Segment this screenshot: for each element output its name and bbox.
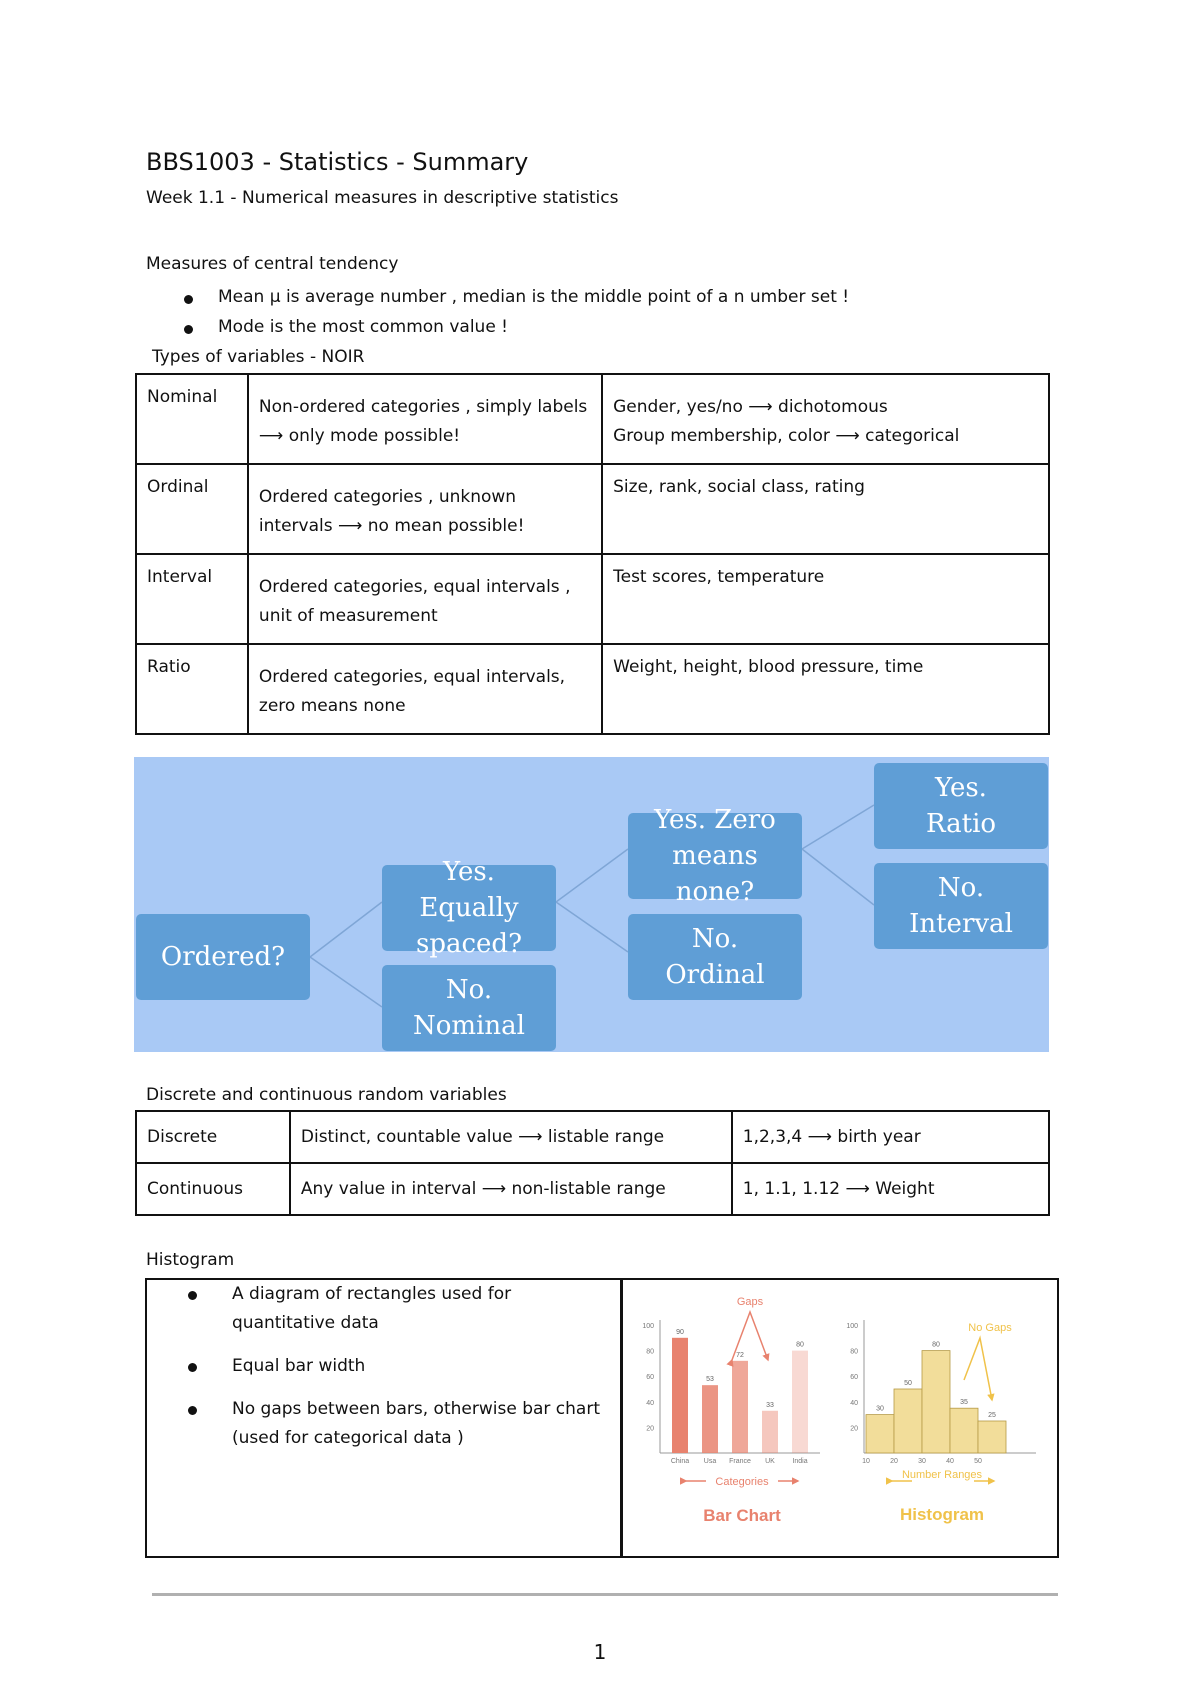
bullet-icon: [188, 1291, 197, 1300]
histogram-bar: [922, 1351, 950, 1453]
histogram-bar: [978, 1421, 1006, 1453]
bar-chart-bar: [732, 1361, 748, 1453]
hist-value-label: 50: [904, 1380, 912, 1387]
node-equally-spaced: Yes. Equally spaced?: [382, 865, 556, 951]
variable-examples: Test scores, temperature: [602, 554, 1049, 644]
variable-name: Nominal: [136, 374, 248, 464]
page-number: 1: [593, 1640, 607, 1664]
variable-description: Ordered categories , unknown intervals ⟶ no mean possible!: [248, 464, 602, 554]
list-item: A diagram of rectangles used for quantitative data: [160, 1280, 600, 1338]
categories-label: Categories: [715, 1476, 769, 1488]
histogram-bar: [950, 1408, 978, 1453]
bullet-icon: [184, 325, 193, 334]
table-row: [136, 554, 1049, 644]
variables-heading: Types of variables - NOIR: [152, 347, 365, 367]
hist-x-tick-label: 20: [890, 1458, 898, 1465]
bar-chart-bar: [702, 1385, 718, 1453]
list-item: Mode is the most common value !: [146, 312, 849, 342]
hist-x-tick-label: 50: [974, 1458, 982, 1465]
bar-chart-bar: [672, 1338, 688, 1453]
variable-examples: Size, rank, social class, rating: [602, 464, 1049, 554]
bar-value-label: 72: [736, 1351, 744, 1359]
list-item: No gaps between bars, otherwise bar chart (used for categorical data ): [160, 1395, 600, 1453]
node-interval: No. Interval: [874, 863, 1048, 949]
var-description: Any value in interval ⟶ non-listable range: [290, 1163, 732, 1215]
table-row: [136, 1163, 1049, 1215]
bar-chart-bar: [792, 1351, 808, 1453]
central-tendency-list: [146, 282, 849, 342]
page-subtitle: Week 1.1 - Numerical measures in descriptive statistics: [146, 188, 619, 208]
ranges-label: [902, 1469, 983, 1481]
random-vars-heading: Discrete and continuous random variables: [146, 1085, 507, 1105]
node-ordinal: No. Ordinal: [628, 914, 802, 1000]
bar-value-label: 33: [766, 1401, 774, 1409]
bar-value-label: 53: [706, 1376, 714, 1384]
histogram-bar: [894, 1389, 922, 1453]
random-vars-table: [135, 1110, 1050, 1216]
hist-y-tick-label: 60: [850, 1374, 858, 1382]
bar-y-tick-label: 80: [646, 1348, 654, 1356]
var-example: 1, 1.1, 1.12 ⟶ Weight: [732, 1163, 1049, 1215]
variable-description: Non-ordered categories , simply labels ⟶ only mode possible!: [248, 374, 602, 464]
table-row: [136, 374, 1049, 464]
hist-y-tick-label: 40: [850, 1399, 858, 1407]
variables-table: [135, 373, 1050, 735]
hist-value-label: 30: [876, 1405, 884, 1413]
bar-category-label: Usa: [703, 1458, 717, 1465]
hist-y-tick-label: 20: [850, 1425, 858, 1433]
bar-y-tick-label: 60: [646, 1374, 654, 1382]
bar-category-label: India: [792, 1458, 808, 1465]
var-example: 1,2,3,4 ⟶ birth year: [732, 1111, 1049, 1163]
hist-y-tick-label: 80: [850, 1348, 858, 1356]
node-ordered: Ordered?: [136, 914, 310, 1000]
hist-y-tick-label: 100: [846, 1323, 858, 1330]
node-ratio: Yes. Ratio: [874, 763, 1048, 849]
decision-tree-diagram: [134, 757, 1049, 1052]
bar-y-tick-label: 100: [642, 1323, 654, 1330]
variable-description: Ordered categories, equal intervals, zero means none: [248, 644, 602, 734]
no-gaps-label: No Gaps: [968, 1322, 1012, 1334]
table-row: [136, 644, 1049, 734]
variable-description: Ordered categories, equal intervals , unit of measurement: [248, 554, 602, 644]
bar-value-label: 80: [796, 1341, 804, 1349]
variable-name: Interval: [136, 554, 248, 644]
bullet-icon: [188, 1406, 197, 1415]
no-gaps-arrow: [964, 1338, 992, 1400]
page-title: BBS1003 - Statistics - Summary: [146, 148, 529, 176]
histogram-heading: Histogram: [146, 1250, 235, 1270]
node-nominal: No. Nominal: [382, 965, 556, 1051]
gaps-label: Gaps: [736, 1296, 764, 1308]
bar-y-tick-label: 40: [646, 1399, 654, 1407]
list-item: Equal bar width: [160, 1352, 600, 1381]
table-row: [136, 1111, 1049, 1163]
histogram-name: Histogram: [899, 1505, 985, 1524]
bar-value-label: 90: [676, 1328, 684, 1336]
variable-examples: Gender, yes/no ⟶ dichotomous Group membership, color ⟶ categorical: [602, 374, 1049, 464]
histogram-divider: [620, 1278, 623, 1558]
variable-examples: Weight, height, blood pressure, time: [602, 644, 1049, 734]
ranges-label-text: Number Ranges: [901, 1469, 983, 1481]
hist-x-tick-label: 30: [918, 1458, 926, 1465]
bar-vs-histogram-illustration: [624, 1290, 1054, 1552]
table-row: [136, 464, 1049, 554]
histogram-list: [160, 1280, 600, 1467]
bar-chart-name: Bar Chart: [703, 1506, 781, 1525]
var-description: Distinct, countable value ⟶ listable range: [290, 1111, 732, 1163]
hist-value-label: 25: [988, 1412, 996, 1419]
bullet-icon: [184, 295, 193, 304]
variable-name: Ordinal: [136, 464, 248, 554]
bar-category-label: UK: [765, 1458, 775, 1465]
variable-name: Ratio: [136, 644, 248, 734]
var-type: Discrete: [136, 1111, 290, 1163]
bar-y-tick-label: 20: [646, 1425, 654, 1433]
hist-value-label: 80: [932, 1341, 940, 1349]
node-zero-means-none: Yes. Zero means none?: [628, 813, 802, 899]
list-item: Mean μ is average number , median is the middle point of a n umber set !: [146, 282, 849, 312]
histogram-bar: [866, 1415, 894, 1453]
central-tendency-heading: Measures of central tendency: [146, 254, 399, 274]
bar-chart-bar: [762, 1411, 778, 1453]
var-type: Continuous: [136, 1163, 290, 1215]
hist-x-tick-label: 40: [946, 1458, 954, 1465]
hist-x-tick-label: 10: [862, 1458, 870, 1465]
bar-category-label: China: [670, 1458, 690, 1465]
bullet-icon: [188, 1363, 197, 1372]
bar-category-label: France: [729, 1458, 751, 1465]
hist-value-label: 35: [960, 1399, 968, 1407]
footer-divider: [152, 1593, 1058, 1596]
